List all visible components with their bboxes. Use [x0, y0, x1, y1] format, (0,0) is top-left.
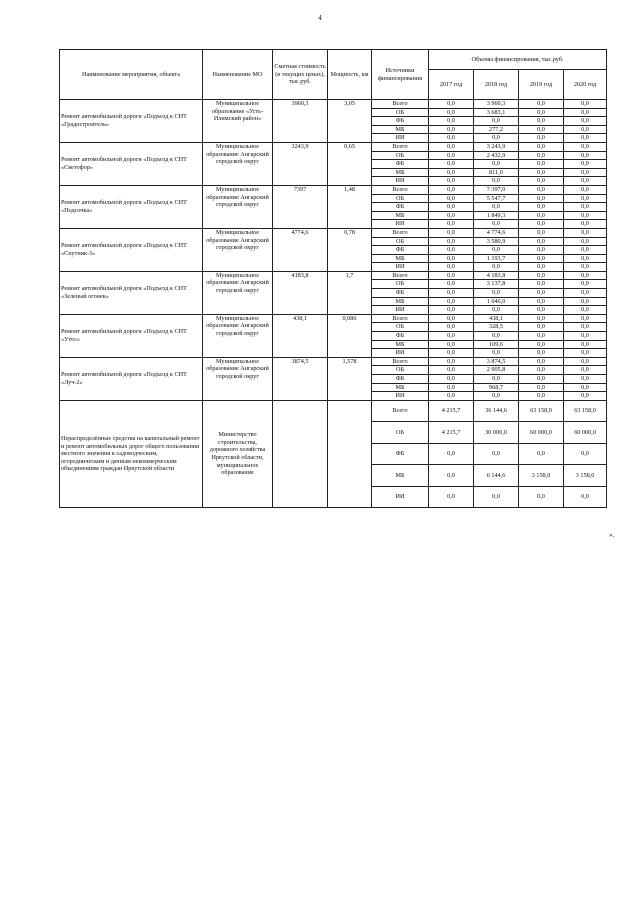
funding-value: 0,0	[429, 280, 474, 289]
funding-value: 3 137,8	[474, 280, 519, 289]
table-row	[60, 185, 607, 194]
funding-value: 0,0	[519, 263, 564, 272]
table-row	[60, 400, 607, 422]
funding-value: 0,0	[429, 349, 474, 358]
funding-source: ИИ	[372, 392, 429, 401]
funding-value: 0,0	[429, 392, 474, 401]
funding-value: 0,0	[519, 151, 564, 160]
funding-source: ОБ	[372, 237, 429, 246]
object-power: 0,65	[328, 142, 372, 185]
funding-value: 0,0	[474, 134, 519, 143]
funding-value: 0,0	[474, 220, 519, 229]
funding-value: 277,2	[474, 125, 519, 134]
header-power: Мощность, км	[328, 50, 372, 100]
funding-value: 0,0	[519, 117, 564, 126]
funding-value: 0,0	[519, 280, 564, 289]
object-power: 0,78	[328, 228, 372, 271]
funding-value: 0,0	[519, 168, 564, 177]
funding-value: 0,0	[564, 340, 607, 349]
funding-source: ИИ	[372, 306, 429, 315]
funding-value: 0,0	[474, 443, 519, 465]
funding-value: 0,0	[429, 289, 474, 298]
funding-value: 0,0	[564, 271, 607, 280]
table-row	[60, 100, 607, 109]
funding-value: 0,0	[429, 254, 474, 263]
funding-value: 0,0	[564, 177, 607, 186]
funding-value: 0,0	[564, 297, 607, 306]
funding-value: 63 158,0	[564, 400, 607, 422]
funding-source: ФБ	[372, 375, 429, 384]
funding-value: 0,0	[429, 332, 474, 341]
object-name: Ремонт автомобильной дороги «Подъезд к СНТ «Луч-2»	[60, 357, 203, 400]
object-mo: Муниципальное образование Ангарский городской округ	[203, 142, 273, 185]
funding-source: ИИ	[372, 486, 429, 508]
object-mo: Муниципальное образование «Усть-Илимский район»	[203, 100, 273, 143]
funding-value: 0,0	[564, 237, 607, 246]
funding-value: 0,0	[519, 246, 564, 255]
object-mo: Муниципальное образование Ангарский городской округ	[203, 314, 273, 357]
funding-value: 0,0	[519, 177, 564, 186]
funding-source: ИИ	[372, 349, 429, 358]
funding-value: 0,0	[519, 383, 564, 392]
funding-value: 0,0	[564, 323, 607, 332]
funding-value: 0,0	[519, 134, 564, 143]
funding-value: 2 432,9	[474, 151, 519, 160]
header-mo: Наименование МО	[203, 50, 273, 100]
funding-value: 0,0	[429, 125, 474, 134]
funding-value: 3 243,9	[474, 142, 519, 151]
object-mo: Муниципальное образование Ангарский городской округ	[203, 185, 273, 228]
object-mo: Министерство строительства, дорожного хозяйства Иркутской области, муниципальное образование	[203, 400, 273, 508]
funding-value: 0,0	[564, 254, 607, 263]
funding-source: МБ	[372, 211, 429, 220]
funding-value: 3 960,3	[474, 100, 519, 109]
funding-value: 0,0	[519, 289, 564, 298]
funding-source: Всего	[372, 357, 429, 366]
funding-source: ОБ	[372, 151, 429, 160]
funding-value: 0,0	[519, 486, 564, 508]
funding-value: 0,0	[429, 465, 474, 487]
funding-value: 0,0	[519, 323, 564, 332]
funding-value: 0,0	[519, 392, 564, 401]
funding-value: 0,0	[429, 142, 474, 151]
funding-value: 0,0	[474, 349, 519, 358]
table-body	[60, 100, 607, 508]
funding-source: Всего	[372, 100, 429, 109]
funding-value: 0,0	[564, 332, 607, 341]
funding-value: 328,5	[474, 323, 519, 332]
funding-value: 0,0	[564, 220, 607, 229]
funding-value: 0,0	[564, 357, 607, 366]
funding-value: 7 397,0	[474, 185, 519, 194]
funding-value: 0,0	[564, 194, 607, 203]
funding-value: 0,0	[519, 340, 564, 349]
funding-value: 0,0	[564, 349, 607, 358]
funding-value: 0,0	[429, 228, 474, 237]
funding-value: 0,0	[519, 443, 564, 465]
funding-value: 0,0	[429, 117, 474, 126]
funding-source: МБ	[372, 465, 429, 487]
object-cost	[273, 400, 328, 508]
funding-value: 0,0	[429, 237, 474, 246]
funding-value: 0,0	[429, 151, 474, 160]
funding-source: ФБ	[372, 117, 429, 126]
funding-value: 0,0	[474, 332, 519, 341]
funding-value: 0,0	[519, 211, 564, 220]
funding-source: Всего	[372, 228, 429, 237]
funding-value: 4 774,6	[474, 228, 519, 237]
funding-value: 3 874,5	[474, 357, 519, 366]
funding-source: МБ	[372, 297, 429, 306]
header-year-2018: 2018 год	[474, 70, 519, 100]
funding-value: 0,0	[564, 263, 607, 272]
table-row	[60, 357, 607, 366]
funding-value: 0,0	[519, 142, 564, 151]
funding-value: 0,0	[474, 160, 519, 169]
funding-value: 0,0	[519, 271, 564, 280]
funding-value: 0,0	[429, 486, 474, 508]
funding-value: 0,0	[564, 203, 607, 212]
funding-value: 0,0	[519, 185, 564, 194]
funding-value: 0,0	[564, 280, 607, 289]
table-row	[60, 271, 607, 280]
funding-source: Всего	[372, 400, 429, 422]
funding-value: 0,0	[429, 323, 474, 332]
funding-source: ОБ	[372, 422, 429, 444]
funding-value: 3 158,0	[564, 465, 607, 487]
object-cost: 4774,6	[273, 228, 328, 271]
funding-source: ИИ	[372, 177, 429, 186]
header-year-2020: 2020 год	[564, 70, 607, 100]
funding-value: 0,0	[564, 142, 607, 151]
funding-value: 0,0	[429, 383, 474, 392]
funding-value: 0,0	[429, 108, 474, 117]
header-year-2019: 2019 год	[519, 70, 564, 100]
funding-value: 63 158,0	[519, 400, 564, 422]
funding-value: 0,0	[474, 263, 519, 272]
funding-value: 0,0	[429, 160, 474, 169]
funding-value: 0,0	[429, 357, 474, 366]
object-name: Ремонт автомобильной дороги «Подъезд к СНТ «Подсочка»	[60, 185, 203, 228]
funding-value: 1 193,7	[474, 254, 519, 263]
funding-value: 0,0	[519, 366, 564, 375]
funding-value: 0,0	[564, 117, 607, 126]
funding-value: 0,0	[474, 306, 519, 315]
funding-value: 0,0	[519, 375, 564, 384]
funding-value: 4 215,7	[429, 400, 474, 422]
funding-value: 0,0	[564, 306, 607, 315]
funding-value: 0,0	[519, 314, 564, 323]
header-name: Наименование мероприятия, объекта	[60, 50, 203, 100]
funding-table	[59, 49, 607, 508]
funding-value: 0,0	[474, 392, 519, 401]
funding-source: ИИ	[372, 220, 429, 229]
funding-value: 0,0	[429, 194, 474, 203]
closing-mark: ».	[609, 531, 615, 539]
funding-source: МБ	[372, 383, 429, 392]
funding-value: 0,0	[564, 392, 607, 401]
funding-value: 0,0	[519, 306, 564, 315]
object-mo: Муниципальное образование Ангарский городской округ	[203, 357, 273, 400]
object-cost: 7397	[273, 185, 328, 228]
funding-value: 0,0	[519, 228, 564, 237]
funding-value: 0,0	[519, 125, 564, 134]
funding-value: 0,0	[519, 254, 564, 263]
funding-value: 0,0	[429, 443, 474, 465]
funding-source: МБ	[372, 254, 429, 263]
funding-source: Всего	[372, 314, 429, 323]
funding-source: ФБ	[372, 160, 429, 169]
funding-source: ФБ	[372, 443, 429, 465]
object-power: 0,086	[328, 314, 372, 357]
funding-value: 0,0	[519, 332, 564, 341]
table-row	[60, 314, 607, 323]
funding-source: МБ	[372, 340, 429, 349]
funding-value: 0,0	[474, 246, 519, 255]
funding-value: 0,0	[429, 203, 474, 212]
funding-value: 0,0	[429, 366, 474, 375]
funding-value: 0,0	[429, 177, 474, 186]
funding-value: 0,0	[519, 220, 564, 229]
funding-value: 0,0	[564, 125, 607, 134]
funding-value: 0,0	[519, 108, 564, 117]
funding-value: 0,0	[519, 349, 564, 358]
funding-value: 0,0	[429, 306, 474, 315]
funding-source: Всего	[372, 185, 429, 194]
funding-value: 0,0	[519, 297, 564, 306]
funding-value: 0,0	[474, 375, 519, 384]
funding-value: 0,0	[474, 203, 519, 212]
object-power: 3,05	[328, 100, 372, 143]
funding-source: ОБ	[372, 108, 429, 117]
funding-source: ФБ	[372, 203, 429, 212]
funding-value: 0,0	[429, 314, 474, 323]
object-name: Ремонт автомобильной дороги «Подъезд к СНТ «Зеленый огонек»	[60, 271, 203, 314]
funding-source: МБ	[372, 168, 429, 177]
header-funding: Объемы финансирования, тыс.руб.	[429, 50, 607, 70]
object-cost: 3243,9	[273, 142, 328, 185]
funding-value: 0,0	[564, 160, 607, 169]
funding-source: ФБ	[372, 332, 429, 341]
funding-value: 0,0	[564, 246, 607, 255]
funding-source: ФБ	[372, 289, 429, 298]
funding-value: 60 000,0	[564, 422, 607, 444]
funding-value: 0,0	[564, 211, 607, 220]
object-cost: 438,1	[273, 314, 328, 357]
object-name: Нераспределённые средства на капитальный ремонт и ремонт автомобильных дорог общего пользования местного значения к садоводческим, огородническим и дачным некоммерческим объединениям граждан Иркутской области	[60, 400, 203, 508]
funding-value: 60 000,0	[519, 422, 564, 444]
header-cost: Сметная стоимость (в текущих ценах), тыс.руб.	[273, 50, 328, 100]
funding-value: 1 849,3	[474, 211, 519, 220]
funding-value: 1 046,0	[474, 297, 519, 306]
funding-source: Всего	[372, 271, 429, 280]
funding-source: ИИ	[372, 134, 429, 143]
funding-value: 109,6	[474, 340, 519, 349]
funding-value: 0,0	[564, 314, 607, 323]
funding-value: 0,0	[519, 203, 564, 212]
object-mo: Муниципальное образование Ангарский городской округ	[203, 228, 273, 271]
object-mo: Муниципальное образование Ангарский городской округ	[203, 271, 273, 314]
funding-value: 0,0	[429, 100, 474, 109]
funding-value: 0,0	[564, 366, 607, 375]
funding-value: 0,0	[429, 185, 474, 194]
funding-value: 0,0	[429, 134, 474, 143]
object-name: Ремонт автомобильной дороги «Подъезд к СНТ «Спутник-3»	[60, 228, 203, 271]
funding-value: 0,0	[564, 168, 607, 177]
funding-value: 0,0	[429, 263, 474, 272]
object-name: Ремонт автомобильной дороги «Подъезд к СНТ «Градостроитель»	[60, 100, 203, 143]
funding-value: 0,0	[564, 486, 607, 508]
object-cost: 4183,8	[273, 271, 328, 314]
funding-value: 0,0	[519, 194, 564, 203]
funding-value: 0,0	[564, 185, 607, 194]
header-year-2017: 2017 год	[429, 70, 474, 100]
object-cost: 3960,3	[273, 100, 328, 143]
funding-value: 0,0	[564, 375, 607, 384]
funding-value: 30 000,0	[474, 422, 519, 444]
table-row	[60, 228, 607, 237]
funding-value: 2 905,8	[474, 366, 519, 375]
funding-value: 0,0	[429, 246, 474, 255]
funding-value: 0,0	[429, 271, 474, 280]
funding-value: 6 144,6	[474, 465, 519, 487]
object-power	[328, 400, 372, 508]
table-row	[60, 142, 607, 151]
funding-source: МБ	[372, 125, 429, 134]
funding-source: ОБ	[372, 194, 429, 203]
funding-value: 0,0	[564, 228, 607, 237]
funding-value: 0,0	[564, 134, 607, 143]
funding-value: 3 683,1	[474, 108, 519, 117]
object-name: Ремонт автомобильной дороги «Подъезд к СНТ «Светофор»	[60, 142, 203, 185]
funding-source: ИИ	[372, 263, 429, 272]
funding-value: 0,0	[429, 375, 474, 384]
funding-source: ФБ	[372, 246, 429, 255]
funding-value: 0,0	[519, 160, 564, 169]
funding-value: 0,0	[564, 151, 607, 160]
funding-value: 4 215,7	[429, 422, 474, 444]
funding-value: 0,0	[474, 177, 519, 186]
funding-value: 0,0	[564, 108, 607, 117]
funding-value: 0,0	[564, 100, 607, 109]
object-power: 1,48	[328, 185, 372, 228]
funding-value: 0,0	[429, 211, 474, 220]
funding-value: 0,0	[429, 297, 474, 306]
funding-value: 438,1	[474, 314, 519, 323]
page-number: 4	[318, 14, 322, 22]
funding-source: ОБ	[372, 323, 429, 332]
object-name: Ремонт автомобильной дороги «Подъезд к СНТ «Утес»	[60, 314, 203, 357]
funding-value: 3 580,9	[474, 237, 519, 246]
funding-value: 5 547,7	[474, 194, 519, 203]
funding-value: 968,7	[474, 383, 519, 392]
funding-value: 36 144,6	[474, 400, 519, 422]
object-cost: 3874,5	[273, 357, 328, 400]
funding-value: 0,0	[519, 357, 564, 366]
object-power: 1,578	[328, 357, 372, 400]
funding-value: 811,0	[474, 168, 519, 177]
funding-value: 0,0	[564, 383, 607, 392]
funding-source: ОБ	[372, 280, 429, 289]
funding-value: 0,0	[429, 168, 474, 177]
funding-value: 0,0	[474, 117, 519, 126]
funding-value: 0,0	[564, 443, 607, 465]
funding-source: Всего	[372, 142, 429, 151]
funding-value: 0,0	[429, 220, 474, 229]
funding-value: 0,0	[519, 237, 564, 246]
funding-value: 4 183,8	[474, 271, 519, 280]
funding-value: 0,0	[564, 289, 607, 298]
funding-value: 0,0	[474, 289, 519, 298]
funding-source: ОБ	[372, 366, 429, 375]
funding-value: 0,0	[429, 340, 474, 349]
funding-value: 0,0	[474, 486, 519, 508]
object-power: 1,7	[328, 271, 372, 314]
header-source: Источники финансирования	[372, 50, 429, 100]
funding-value: 3 158,0	[519, 465, 564, 487]
funding-value: 0,0	[519, 100, 564, 109]
